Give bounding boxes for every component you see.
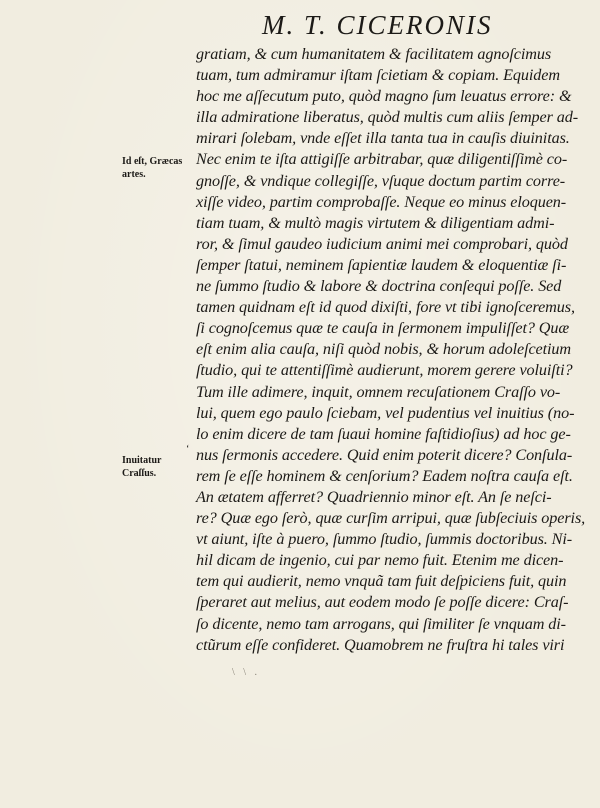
text-line: tiam tuam, & multò magis virtutem & diligentiam admi- — [196, 213, 555, 232]
text-line: mirari ſolebam, vnde eſſet illa tanta tua in cauſis diuinitas. — [196, 129, 570, 148]
margin-note-crassus — [122, 454, 192, 480]
main-text-block — [196, 44, 586, 656]
text-line: rem ſe eſſe hominem & cenſorium? Eadem noſtra cauſa eſt. — [196, 466, 573, 485]
margin-note-line: Id eſt, Græcas — [122, 156, 183, 167]
running-head: M. T. CICERONIS — [262, 10, 493, 40]
margin-note-greek-arts — [122, 155, 192, 181]
text-line: gratiam, & cum humanitatem & facilitatem agnoſcimus — [196, 45, 552, 63]
text-line: re? Quæ ego ſerò, quæ curſim arripui, quæ ſubſeciuis operis, — [196, 509, 586, 528]
text-line: ſemper ſtatui, neminem ſapientiæ laudem & eloquentiæ ſi- — [196, 255, 567, 274]
text-line: ror, & ſimul gaudeo iudicium animi mei comprobari, quòd — [196, 234, 568, 253]
text-line: ſi cognoſcemus quæ te cauſa in ſermonem impuliſſet? Quæ — [196, 319, 570, 338]
text-line: Tum ille adimere, inquit, omnem recuſationem Craſſo vo- — [196, 382, 561, 401]
text-line: An ætatem afferret? Quadriennio minor eſt. An ſe neſci- — [196, 487, 552, 506]
margin-note-line: artes. — [122, 169, 146, 180]
text-line: lo enim dicere de tam ſuaui homine faſtidioſius) ad hoc ge- — [196, 424, 571, 443]
text-line: tuam, tum admiramur iſtam ſcietiam & copiam. Equidem — [196, 66, 560, 85]
ink-marks: \ \ . — [232, 667, 261, 678]
text-line: ctũrum eſſe confideret. Quamobrem ne fruſtra hi tales viri — [196, 635, 565, 654]
marginal-marker: ‘ — [186, 444, 190, 455]
text-line: ſtudio, qui te attentiſſimè audierunt, morem gerere voluiſti? — [196, 361, 573, 380]
text-line: nus ſermonis accedere. Quid enim poterit dicere? Conſula- — [196, 445, 573, 464]
text-line: ſo dicente, nemo tam arrogans, qui ſimiliter ſe vnquam di- — [196, 614, 566, 633]
text-line: hil dicam de ingenio, cui par nemo fuit. Etenim me dicen- — [196, 551, 564, 570]
text-line: ſperaret aut melius, aut eodem modo ſe poſſe dicere: Craſ- — [196, 593, 569, 612]
text-line: lui, quem ego paulo ſciebam, vel pudentius vel inuitius (no- — [196, 403, 575, 422]
text-line: Nec enim te iſta attigiſſe arbitrabar, quæ diligentiſſimè co- — [196, 150, 568, 169]
margin-note-line: Inuitatur — [122, 455, 162, 466]
text-line: xiſſe video, partim comprobaſſe. Neque eo minus eloquen- — [196, 192, 567, 211]
text-line: gnoſſe, & vndique collegiſſe, vſuque doctum partim corre- — [196, 171, 566, 190]
text-line: vt aiunt, iſte à puero, ſummo ſtudio, ſummis doctoribus. Ni- — [196, 530, 573, 549]
text-line: tamen quidnam eſt id quod dixiſti, fore vt tibi ignoſceremus, — [196, 298, 575, 317]
text-line: ne ſummo ſtudio & labore & doctrina conſequi poſſe. Sed — [196, 277, 562, 296]
text-line: eſt enim alia cauſa, niſi quòd nobis, & horum adoleſcetium — [196, 340, 572, 359]
text-line: illa admiratione liberatus, quòd multis cum aliis ſemper ad- — [196, 108, 579, 127]
text-line: hoc me aſſecutum puto, quòd magno ſum leuatus errore: & — [196, 87, 572, 106]
margin-note-line: Craſſus. — [122, 468, 157, 479]
text-line: tem qui audierit, nemo vnquã tam fuit deſpiciens fuit, quin — [196, 572, 567, 591]
